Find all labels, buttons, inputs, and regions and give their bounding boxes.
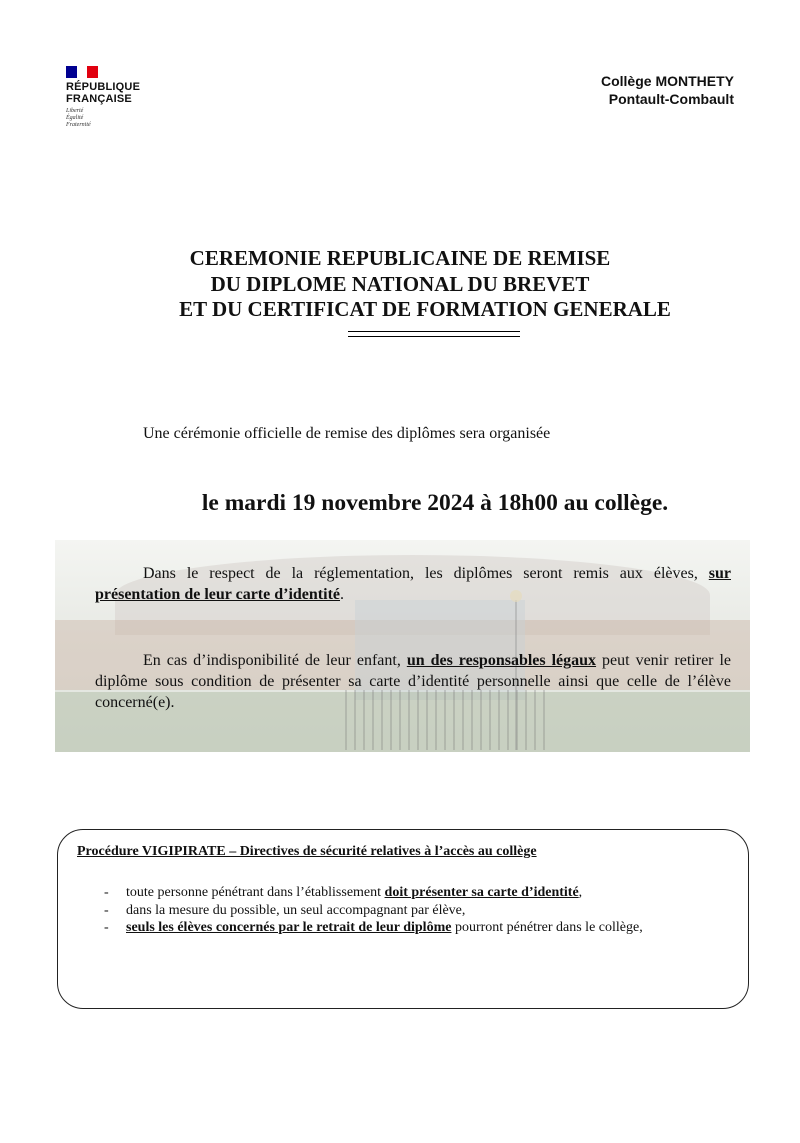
paragraph-id-requirement: Dans le respect de la réglementation, les diplômes seront remis aux élèves, sur présentation de leur carte d’identité. <box>95 565 731 603</box>
event-date: le mardi 19 novembre 2024 à 18h00 au collège. <box>201 490 669 516</box>
title-underline-1 <box>348 331 520 332</box>
paragraph-legal-guardian: En cas d’indisponibilité de leur enfant, un des responsables légaux peut venir retirer le diplôme sous condition de présenter sa carte d’identité personnelle ainsi que celle de l’élève concerné(e). <box>95 652 732 711</box>
list-item: - dans la mesure du possible, un seul accompagnant par élève, <box>104 902 710 920</box>
list-item: - seuls les élèves concernés par le retrait de leur diplôme pourront pénétrer dans le collège, <box>104 919 710 937</box>
school-block <box>601 72 734 108</box>
vigipirate-title: Procédure VIGIPIRATE – Directives de sécurité relatives à l’accès au collège <box>77 844 537 859</box>
page-title: CEREMONIE REPUBLICAINE DE REMISE DU DIPLOME NATIONAL DU BREVET ET DU CERTIFICAT DE FORMATION GENERALE <box>179 246 671 321</box>
vigipirate-box <box>57 829 749 1009</box>
logo-motto: Liberté Égalité Fraternité <box>66 108 91 128</box>
list-item: - toute personne pénétrant dans l’établissement doit présenter sa carte d’identité, <box>104 884 710 902</box>
republique-francaise-logo <box>66 66 176 129</box>
school-name: Collège MONTHETY <box>600 73 734 89</box>
legal-guardian-text: un des responsables légaux <box>406 652 597 669</box>
intro-text: Une cérémonie officielle de remise des diplômes sera organisée <box>143 425 551 442</box>
id-card-requirement: sur présentation de leur carte d’identité <box>95 565 731 603</box>
french-flag-icon <box>66 66 98 78</box>
logo-line-1: RÉPUBLIQUE <box>66 81 141 93</box>
title-underline-2 <box>348 336 520 337</box>
school-city: Pontault-Combault <box>608 91 734 107</box>
vigipirate-list <box>104 884 710 937</box>
logo-line-2: FRANÇAISE <box>66 93 132 105</box>
